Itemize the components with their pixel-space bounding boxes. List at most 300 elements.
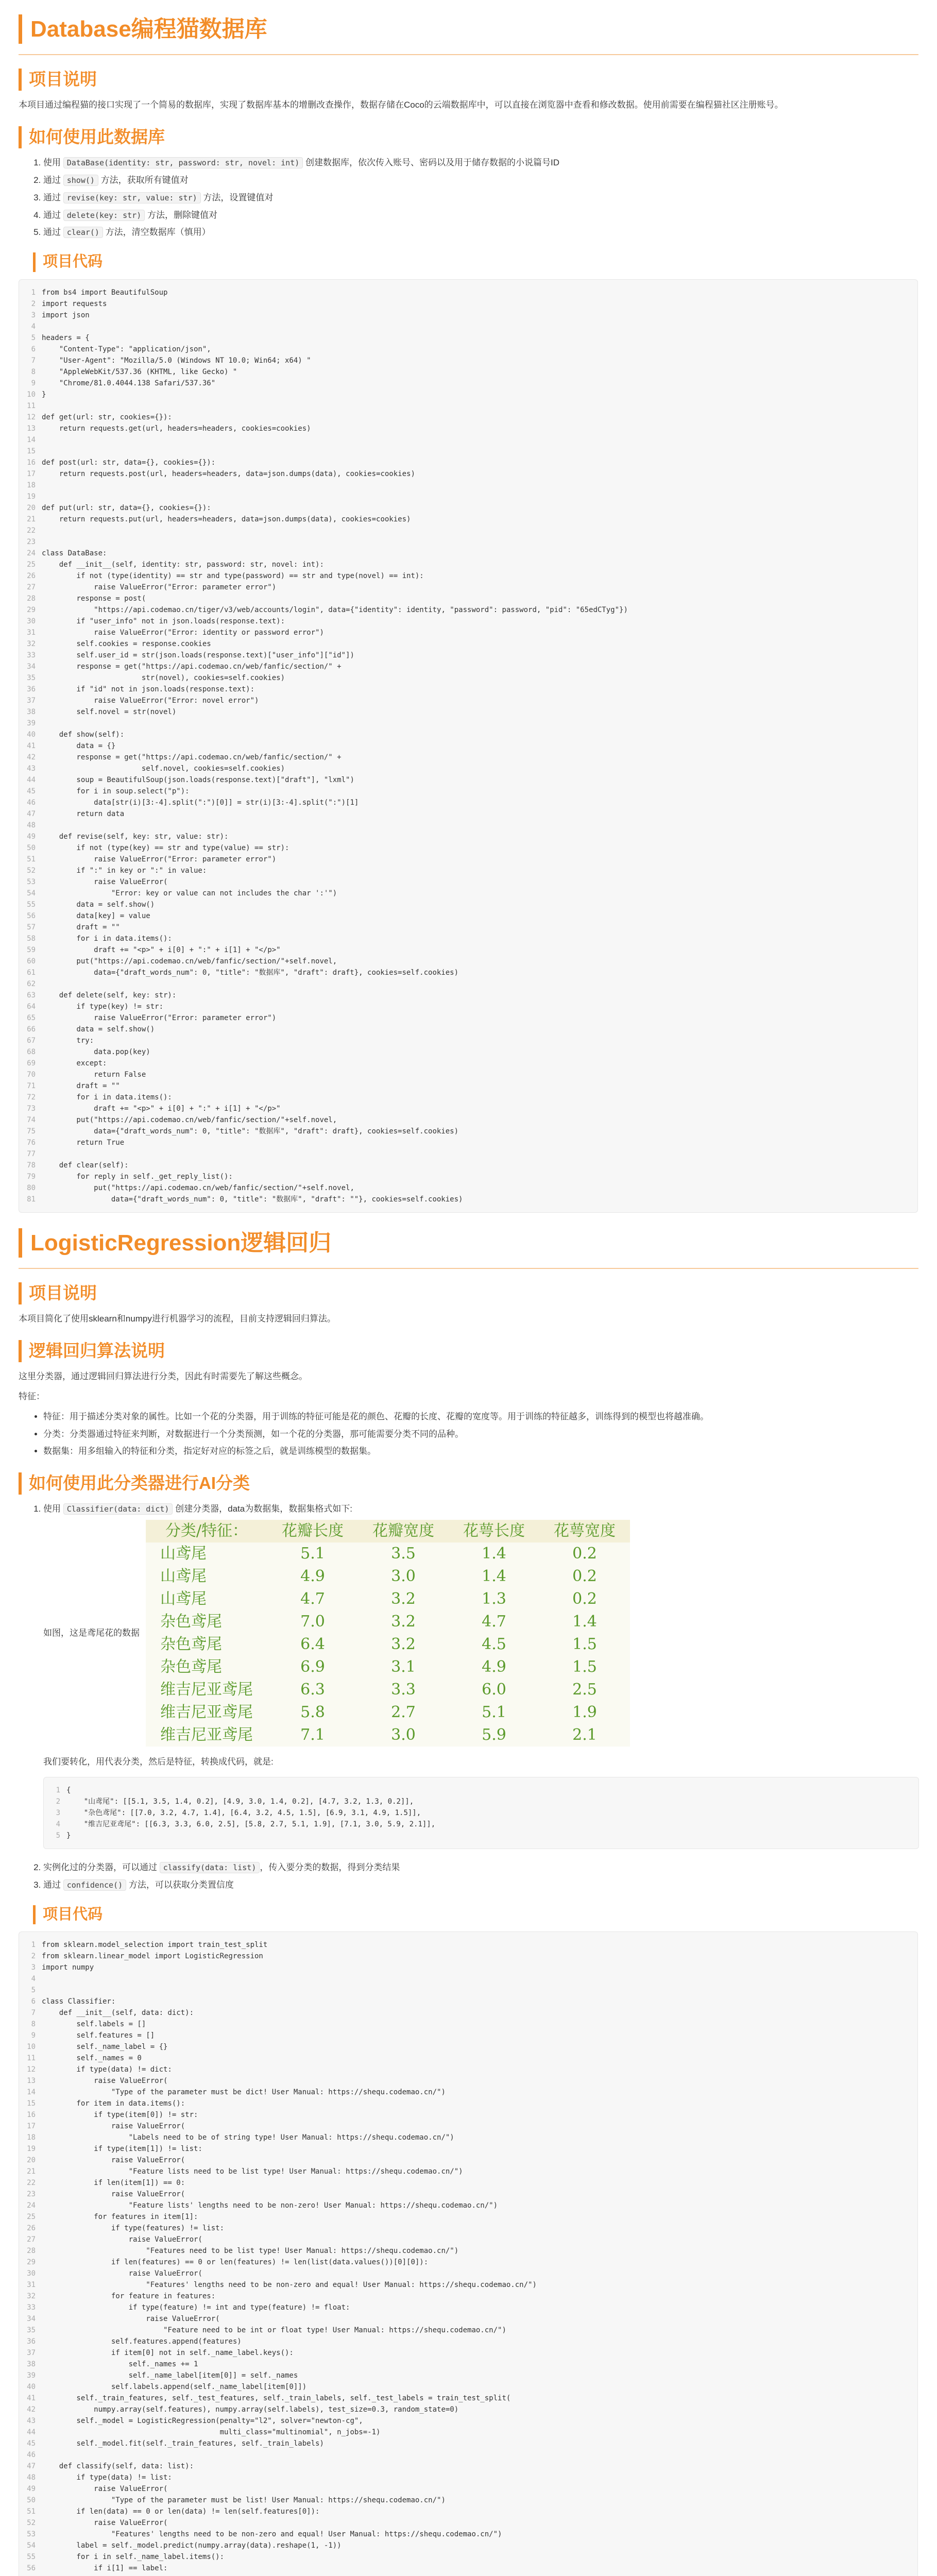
code-line [19, 502, 917, 514]
code-text: if type(data) != list: [42, 2473, 172, 2482]
code-text: import requests [42, 300, 107, 308]
table-cell: 杂色鸢尾 [160, 1635, 222, 1654]
code-text: self.labels = [] [42, 2020, 146, 2029]
line-number: 24 [27, 549, 36, 557]
table-row [146, 1588, 630, 1611]
code-text: self.cookies = response.cookies [42, 640, 211, 648]
table-row [146, 1611, 630, 1633]
code-line [19, 2053, 917, 2064]
table-cell: 维吉尼亚鸢尾 [160, 1726, 253, 1744]
line-number: 4 [56, 1820, 60, 1828]
code-line [19, 366, 917, 378]
line-number: 45 [27, 787, 36, 795]
code-line [19, 672, 917, 684]
code-text: data={"draft_words_num": 0, "title": "数据库", "draft": draft}, cookies=self.cookies) [42, 969, 459, 977]
line-number: 51 [27, 855, 36, 863]
db-usage-step [43, 225, 918, 240]
code-line [19, 2109, 917, 2121]
line-number: 17 [27, 470, 36, 478]
code-text: "Chrome/81.0.4044.138 Safari/537.36" [42, 379, 216, 387]
line-number: 38 [27, 708, 36, 716]
line-number: 13 [27, 425, 36, 433]
code-line [44, 1819, 918, 1830]
line-number: 21 [27, 515, 36, 523]
code-text: "Features' lengths need to be non-zero and equal! User Manual: https://shequ.codemao.cn/") [42, 2281, 537, 2290]
line-number: 41 [27, 742, 36, 750]
code-text: } [42, 391, 46, 399]
code-text: self._model = LogisticRegression(penalty="l2", solver="newton-cg", [42, 2417, 363, 2426]
code-line [19, 344, 917, 355]
table-cell: 3.1 [391, 1658, 416, 1676]
table-cell: 7.1 [300, 1726, 325, 1744]
line-number: 80 [27, 1184, 36, 1192]
code-line [19, 2121, 917, 2132]
table-cell: 4.9 [300, 1567, 325, 1586]
code-text: for i in soup.select("p"): [42, 787, 190, 795]
code-line [19, 378, 917, 389]
table-row [146, 1656, 630, 1679]
line-number: 47 [27, 2462, 36, 2471]
code-text: for i in self._name_label.items(): [42, 2553, 225, 2562]
table-after-text: 我们要转化，用代表分类，然后是特征，转换成代码，就是: [43, 1757, 274, 1767]
code-line [19, 2075, 917, 2087]
step-text: 通过 [43, 1879, 63, 1890]
code-line [19, 1058, 917, 1069]
line-number: 18 [27, 2133, 36, 2142]
code-line [19, 2483, 917, 2495]
code-text: def __init__(self, data: dict): [42, 2009, 194, 2018]
code-text: for reply in self._get_reply_list(): [42, 1173, 233, 1181]
line-number: 55 [27, 2553, 36, 2562]
code-line [19, 2370, 917, 2381]
line-number: 7 [31, 2009, 36, 2018]
inline-code: Classifier(data: dict) [63, 1503, 173, 1515]
code-text: response = get("https://api.codemao.cn/web/fanfic/section/" + [42, 753, 342, 761]
code-line [19, 2257, 917, 2268]
code-line [19, 1973, 917, 1985]
code-text: if not (type(identity) == str and type(password) == str and type(novel) == int): [42, 572, 424, 580]
code-line [19, 2143, 917, 2155]
code-line [19, 650, 917, 661]
code-text: if len(item[1]) == 0: [42, 2179, 185, 2188]
code-line [19, 661, 917, 672]
line-number: 52 [27, 2519, 36, 2528]
section-heading-lr-code: 项目代码 [33, 1905, 918, 1925]
line-number: 59 [27, 946, 36, 954]
line-number: 64 [27, 1003, 36, 1011]
table-cell: 6.0 [482, 1681, 506, 1699]
code-text: raise ValueError( [42, 2122, 185, 2131]
line-number: 18 [27, 481, 36, 489]
inline-code: clear() [63, 227, 103, 238]
line-number: 55 [27, 901, 36, 909]
code-text: raise ValueError( [42, 878, 168, 886]
code-line [19, 423, 917, 434]
table-cell: 0.2 [572, 1545, 597, 1563]
code-text: str(novel), cookies=self.cookies) [42, 674, 285, 682]
line-number: 15 [27, 2099, 36, 2108]
line-number: 62 [27, 980, 36, 988]
code-line [19, 865, 917, 876]
line-number: 43 [27, 765, 36, 773]
line-number: 34 [27, 2315, 36, 2324]
code-line [19, 559, 917, 570]
code-line [19, 2574, 917, 2576]
code-block-classifier[interactable] [19, 1931, 918, 2576]
table-cell: 1.4 [572, 1613, 597, 1631]
line-number: 32 [27, 2292, 36, 2301]
line-number: 40 [27, 731, 36, 739]
line-number: 4 [31, 1975, 36, 1984]
code-text: def __init__(self, identity: str, password: str, novel: int): [42, 561, 324, 569]
code-text: draft += "<p>" + i[0] + ":" + i[1] + "</p>" [42, 946, 281, 954]
code-text: raise ValueError("Error: parameter error") [42, 855, 277, 863]
code-line [19, 695, 917, 706]
code-line [19, 1996, 917, 2007]
code-line [19, 718, 917, 729]
code-text: if type(key) != str: [42, 1003, 164, 1011]
line-number: 44 [27, 776, 36, 784]
code-line [44, 1785, 918, 1796]
table-cell: 6.4 [300, 1635, 325, 1654]
line-number: 3 [31, 311, 36, 319]
code-line [19, 684, 917, 695]
code-text: raise ValueError( [42, 2269, 202, 2278]
db-usage-step [43, 173, 918, 188]
code-text: data[key] = value [42, 912, 150, 920]
line-number: 19 [27, 2145, 36, 2154]
code-line [19, 627, 917, 638]
line-number: 63 [27, 991, 36, 999]
code-line [19, 2347, 917, 2359]
line-number: 8 [31, 368, 36, 376]
code-text: class DataBase: [42, 549, 107, 557]
code-line [19, 888, 917, 899]
code-line [19, 2336, 917, 2347]
line-number: 2 [56, 1797, 60, 1806]
code-text: if ":" in key or ":" in value: [42, 867, 207, 875]
step-text: 方法，设置键值对 [200, 192, 274, 202]
line-number: 44 [27, 2428, 36, 2437]
line-number: 10 [27, 2043, 36, 2052]
line-number: 40 [27, 2383, 36, 2392]
code-line [19, 967, 917, 978]
code-text: "山鸢尾": [[5.1, 3.5, 1.4, 0.2], [4.9, 3.0, 1.4, 0.2], [4.7, 3.2, 1.3, 0.2]], [66, 1797, 414, 1806]
code-line [19, 638, 917, 650]
line-number: 9 [31, 2031, 36, 2040]
code-text: "维吉尼亚鸢尾": [[6.3, 3.3, 6.0, 2.5], [5.8, 2.7, 5.1, 1.9], [7.1, 3.0, 5.9, 2.1]], [66, 1820, 436, 1828]
code-line [19, 1171, 917, 1182]
code-text: for item in data.items(): [42, 2099, 185, 2108]
table-cell: 3.5 [391, 1545, 416, 1563]
code-line [19, 2200, 917, 2211]
code-line [19, 740, 917, 752]
code-text: if item[0] not in self._name_label.keys(): [42, 2349, 294, 2358]
code-text: multi_class="multinomial", n_jobs=-1) [42, 2428, 381, 2437]
line-number: 25 [27, 2213, 36, 2222]
code-text: from bs4 import BeautifulSoup [42, 289, 168, 297]
table-cell: 4.7 [300, 1590, 325, 1608]
lr-algo-text-2: 特征： [19, 1391, 45, 1401]
line-number: 9 [31, 379, 36, 387]
code-line [19, 2291, 917, 2302]
code-line [19, 514, 917, 525]
step-text: 实例化过的分类器，可以通过 [43, 1862, 160, 1872]
code-line [19, 2563, 917, 2574]
line-number: 34 [27, 663, 36, 671]
table-cell: 维吉尼亚鸢尾 [160, 1681, 253, 1699]
code-line [19, 956, 917, 967]
line-number: 26 [27, 572, 36, 580]
code-text: } [66, 1831, 71, 1840]
db-usage-step [43, 156, 918, 171]
code-text: raise ValueError("Error: novel error") [42, 697, 259, 705]
code-line [19, 1114, 917, 1126]
step-text: ，传入要分类的数据，得到分类结果 [260, 1862, 400, 1872]
lr-algo-text: 这里分类器，通过逻辑回归算法进行分类，因此有时需要先了解这些概念。 [19, 1371, 308, 1381]
table-row [146, 1701, 630, 1724]
line-number: 30 [27, 617, 36, 625]
code-text: self._names = 0 [42, 2054, 142, 2063]
line-number: 6 [31, 1997, 36, 2006]
code-line [19, 525, 917, 536]
code-line [19, 2506, 917, 2517]
code-line [19, 1182, 917, 1194]
code-text: import json [42, 311, 90, 319]
table-cell: 5.1 [482, 1703, 506, 1722]
line-number: 26 [27, 2224, 36, 2233]
line-number: 23 [27, 538, 36, 546]
table-cell: 2.1 [572, 1726, 597, 1744]
code-block-json[interactable] [43, 1777, 919, 1849]
line-number: 53 [27, 878, 36, 886]
line-number: 46 [27, 2451, 36, 2460]
code-line [19, 978, 917, 990]
line-number: 57 [27, 923, 36, 931]
code-line [19, 2177, 917, 2189]
code-text: put("https://api.codemao.cn/web/fanfic/section/"+self.novel, [42, 1116, 337, 1124]
line-number: 25 [27, 561, 36, 569]
code-text: data={"draft_words_num": 0, "title": "数据库", "draft": ""}, cookies=self.cookies) [42, 1195, 463, 1204]
line-number: 27 [27, 583, 36, 591]
code-text: put("https://api.codemao.cn/web/fanfic/section/"+self.novel, [42, 957, 337, 965]
line-number: 37 [27, 2349, 36, 2358]
code-line [19, 1962, 917, 1973]
line-number: 3 [56, 1808, 60, 1817]
code-text: label = self._model.predict(numpy.array(data).reshape(1, -1)) [42, 2541, 342, 2550]
code-text: raise ValueError( [42, 2156, 185, 2165]
line-number: 7 [31, 357, 36, 365]
table-cell: 4.5 [482, 1635, 506, 1654]
code-line [19, 2461, 917, 2472]
code-line [19, 480, 917, 491]
line-number: 43 [27, 2417, 36, 2426]
code-line [19, 842, 917, 854]
line-number: 5 [31, 1986, 36, 1995]
code-text: def post(url: str, data={}, cookies={}): [42, 459, 216, 467]
code-block-database[interactable] [19, 279, 918, 1213]
code-line [19, 2472, 917, 2483]
line-number: 1 [56, 1786, 60, 1794]
line-number: 31 [27, 629, 36, 637]
code-text: for i in data.items(): [42, 935, 172, 943]
line-number: 51 [27, 2507, 36, 2516]
code-text: def clear(self): [42, 1161, 129, 1170]
step-text: 创建数据库，依次传入账号、密码以及用于储存数据的小说篇号ID [303, 157, 560, 167]
step-text: 创建分类器，data为数据集，数据集格式如下: [173, 1504, 352, 1514]
code-line [19, 774, 917, 786]
code-text: "AppleWebKit/537.36 (KHTML, like Gecko) " [42, 368, 237, 376]
code-line [19, 922, 917, 933]
code-line [19, 468, 917, 480]
line-number: 30 [27, 2269, 36, 2278]
code-text: self._names += 1 [42, 2360, 198, 2369]
code-line [19, 434, 917, 446]
table-cell: 6.3 [300, 1681, 325, 1699]
line-number: 42 [27, 753, 36, 761]
line-number: 1 [31, 289, 36, 297]
line-number: 29 [27, 2258, 36, 2267]
step-text: 方法，删除键值对 [145, 210, 217, 220]
code-line [19, 536, 917, 548]
line-number: 56 [27, 912, 36, 920]
code-line [19, 1012, 917, 1024]
line-number: 21 [27, 2167, 36, 2176]
table-cell: 0.2 [572, 1590, 597, 1608]
line-number: 10 [27, 391, 36, 399]
line-number: 52 [27, 867, 36, 875]
code-text: soup = BeautifulSoup(json.loads(response.text)["draft"], "lxml") [42, 776, 354, 784]
code-text: put("https://api.codemao.cn/web/fanfic/section/"+self.novel, [42, 1184, 354, 1192]
table-caption: 如图，这是鸢尾花的数据 [43, 1628, 140, 1638]
line-number: 32 [27, 640, 36, 648]
step-text: 使用 [43, 1504, 63, 1514]
table-cell: 3.2 [391, 1613, 416, 1631]
code-line [19, 1137, 917, 1148]
code-line [19, 570, 917, 582]
line-number: 2 [31, 300, 36, 308]
line-number: 49 [27, 2485, 36, 2494]
code-line [19, 2132, 917, 2143]
code-text: "Feature lists need to be list type! User Manual: https://shequ.codemao.cn/") [42, 2167, 463, 2176]
section-heading-db-intro: 项目说明 [19, 69, 918, 91]
line-number: 76 [27, 1139, 36, 1147]
code-text: "https://api.codemao.cn/tiger/v3/web/accounts/login", data={"identity": identity, "password": password, "pid": "65edCTyg"}) [42, 606, 628, 614]
code-line [19, 1939, 917, 1951]
code-line [19, 2279, 917, 2291]
table-cell: 0.2 [572, 1567, 597, 1586]
inline-code: show() [63, 175, 98, 186]
code-text: return requests.put(url, headers=headers, data=json.dumps(data), cookies=cookies) [42, 515, 411, 523]
code-text: raise ValueError( [42, 2485, 168, 2494]
line-number: 49 [27, 833, 36, 841]
code-line [19, 1046, 917, 1058]
code-text: def get(url: str, cookies={}): [42, 413, 172, 421]
line-number: 31 [27, 2281, 36, 2290]
code-text: return requests.post(url, headers=headers, data=json.dumps(data), cookies=cookies) [42, 470, 415, 478]
code-line [19, 2166, 917, 2177]
iris-data-figure [43, 1520, 918, 1747]
line-number: 45 [27, 2439, 36, 2448]
code-text: def classify(self, data: list): [42, 2462, 194, 2471]
table-cell: 山鸢尾 [160, 1590, 207, 1608]
table-row [146, 1724, 630, 1747]
code-line [19, 1194, 917, 1205]
code-line [19, 706, 917, 718]
line-number: 28 [27, 2247, 36, 2256]
table-cell: 5.8 [300, 1703, 325, 1722]
line-number: 56 [27, 2564, 36, 2573]
code-line [19, 2268, 917, 2279]
table-header-cell: 花萼长度 [449, 1520, 539, 1543]
step-text: 方法，清空数据库（慎用） [103, 227, 211, 238]
code-line [19, 2019, 917, 2030]
table-cell: 3.0 [391, 1726, 416, 1744]
code-line [19, 2404, 917, 2415]
code-text: def show(self): [42, 731, 125, 739]
line-number: 73 [27, 1105, 36, 1113]
code-line [19, 752, 917, 763]
code-text: class Classifier: [42, 1997, 116, 2006]
code-text: "Features' lengths need to be non-zero and equal! User Manual: https://shequ.codemao.cn/") [42, 2530, 502, 2539]
line-number: 54 [27, 889, 36, 897]
code-text: "Type of the parameter must be dict! User Manual: https://shequ.codemao.cn/") [42, 2088, 446, 2097]
table-body [146, 1543, 630, 1747]
code-text: response = get("https://api.codemao.cn/web/fanfic/section/" + [42, 663, 342, 671]
line-number: 33 [27, 2303, 36, 2312]
divider [19, 1268, 918, 1269]
code-line [19, 729, 917, 740]
code-line [19, 1126, 917, 1137]
line-number: 75 [27, 1127, 36, 1136]
code-line [19, 287, 917, 298]
lr-usage-step-3 [43, 1878, 918, 1893]
code-text: if type(item[1]) != list: [42, 2145, 202, 2154]
table-row [146, 1679, 630, 1701]
line-number: 46 [27, 799, 36, 807]
line-number: 61 [27, 969, 36, 977]
code-text: "杂色鸢尾": [[7.0, 3.2, 4.7, 1.4], [6.4, 3.2, 4.5, 1.5], [6.9, 3.1, 4.9, 1.5]], [66, 1808, 421, 1817]
code-line [19, 298, 917, 310]
line-number: 11 [27, 2054, 36, 2063]
table-cell: 1.5 [572, 1635, 597, 1654]
code-line [19, 2098, 917, 2109]
code-text: if "id" not in json.loads(response.text): [42, 685, 255, 693]
table-header-cell: 花萼宽度 [539, 1520, 630, 1543]
line-number: 53 [27, 2530, 36, 2539]
code-text: data.pop(key) [42, 1048, 150, 1056]
code-text: from sklearn.model_selection import train_test_split [42, 1941, 268, 1950]
line-number: 23 [27, 2190, 36, 2199]
line-number: 35 [27, 674, 36, 682]
code-line [19, 2495, 917, 2506]
line-number: 58 [27, 935, 36, 943]
code-line [19, 910, 917, 922]
code-text: self._train_features, self._test_features, self._train_labels, self._test_labels = train_test_split( [42, 2394, 511, 2403]
line-number: 42 [27, 2405, 36, 2414]
code-text: if type(data) != dict: [42, 2065, 172, 2074]
code-line [19, 990, 917, 1001]
line-number: 37 [27, 697, 36, 705]
code-line [19, 2223, 917, 2234]
line-number: 74 [27, 1116, 36, 1124]
line-number: 54 [27, 2541, 36, 2550]
code-text: if len(features) == 0 or len(features) != len(list(data.values())[0][0]): [42, 2258, 429, 2267]
line-number: 33 [27, 651, 36, 659]
code-text: self.novel, cookies=self.cookies) [42, 765, 285, 773]
line-number: 17 [27, 2122, 36, 2131]
line-number: 28 [27, 595, 36, 603]
